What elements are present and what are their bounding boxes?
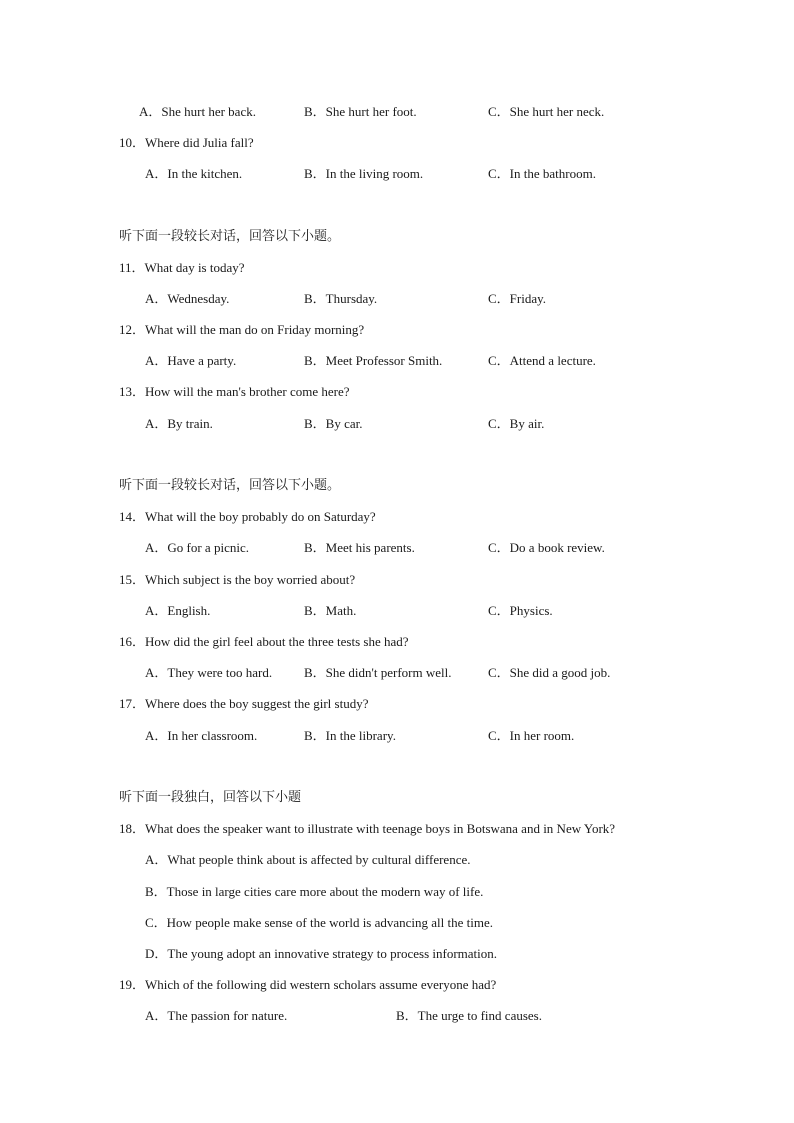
q18-question: 18．What does the speaker want to illustrate with teenage boys in Botswana and in New York? [119, 821, 616, 836]
q12-option-c: C．Attend a lecture. [488, 353, 596, 368]
q13-option-b: B．By car. [304, 416, 363, 431]
q16-options [0, 665, 794, 681]
q10-option-a: A．In the kitchen. [145, 166, 243, 181]
q9-option-a: A．She hurt her back. [139, 104, 256, 119]
q18-option-c: C．How people make sense of the world is advancing all the time. [145, 915, 494, 930]
q10-question: 10．Where did Julia fall? [119, 135, 254, 150]
q13-option-a: A．By train. [145, 416, 213, 431]
q16-question: 16．How did the girl feel about the three tests she had? [119, 634, 409, 649]
q9-option-c: C．She hurt her neck. [488, 104, 605, 119]
q19-options [0, 1008, 794, 1024]
q12-option-b: B．Meet Professor Smith. [304, 353, 443, 368]
q17-options [0, 728, 794, 744]
section-heading-2: 听下面一段较长对话，回答以下小题。 [119, 478, 341, 493]
q14-option-c: C．Do a book review. [488, 540, 605, 555]
q13-option-c: C．By air. [488, 416, 545, 431]
q12-option-a: A．Have a party. [145, 353, 237, 368]
q18-option-a: A．What people think about is affected by cultural difference. [145, 852, 471, 867]
section-heading-3: 听下面一段独白，回答以下小题 [119, 790, 302, 805]
q17-question: 17．Where does the boy suggest the girl study? [119, 696, 369, 711]
q16-option-a: A．They were too hard. [145, 665, 273, 680]
q15-option-a: A．English. [145, 603, 211, 618]
q9-options [0, 104, 794, 120]
q10-option-c: C．In the bathroom. [488, 166, 596, 181]
q19-option-b: B．The urge to find causes. [396, 1008, 542, 1023]
q16-option-b: B．She didn't perform well. [304, 665, 452, 680]
q14-option-a: A．Go for a picnic. [145, 540, 249, 555]
q11-question: 11．What day is today? [119, 260, 245, 275]
q18-option-d: D．The young adopt an innovative strategy to process information. [145, 946, 498, 961]
section-heading-1: 听下面一段较长对话，回答以下小题。 [119, 229, 341, 244]
q15-option-b: B．Math. [304, 603, 357, 618]
q13-options [0, 416, 794, 432]
q14-options [0, 540, 794, 556]
q12-options [0, 353, 794, 369]
q15-question: 15．Which subject is the boy worried about? [119, 572, 356, 587]
q12-question: 12．What will the man do on Friday morning? [119, 322, 365, 337]
q16-option-c: C．She did a good job. [488, 665, 611, 680]
q13-question: 13．How will the man's brother come here? [119, 384, 350, 399]
q18-option-b: B．Those in large cities care more about the modern way of life. [145, 884, 484, 899]
q10-options [0, 166, 794, 182]
q14-option-b: B．Meet his parents. [304, 540, 415, 555]
q10-option-b: B．In the living room. [304, 166, 424, 181]
q11-options [0, 291, 794, 307]
q15-options [0, 603, 794, 619]
q9-option-b: B．She hurt her foot. [304, 104, 417, 119]
q11-option-b: B．Thursday. [304, 291, 378, 306]
q17-option-c: C．In her room. [488, 728, 575, 743]
q19-question: 19．Which of the following did western scholars assume everyone had? [119, 977, 497, 992]
q17-option-a: A．In her classroom. [145, 728, 258, 743]
q14-question: 14．What will the boy probably do on Saturday? [119, 509, 376, 524]
q11-option-a: A．Wednesday. [145, 291, 230, 306]
q15-option-c: C．Physics. [488, 603, 553, 618]
q11-option-c: C．Friday. [488, 291, 547, 306]
q19-option-a: A．The passion for nature. [145, 1008, 288, 1023]
q17-option-b: B．In the library. [304, 728, 396, 743]
